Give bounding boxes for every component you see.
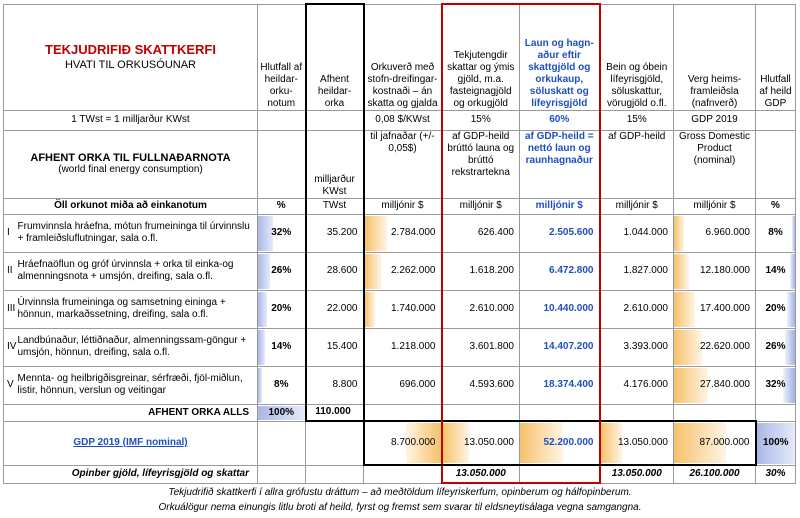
row-bein: 1.827.000 bbox=[600, 252, 674, 290]
row-orkuverd: 1.218.000 bbox=[364, 328, 442, 366]
units-twst: TWst bbox=[306, 198, 364, 214]
ratio-laun: 60% bbox=[520, 110, 600, 130]
row-verg: 27.840.000 bbox=[674, 366, 756, 404]
units-pct: % bbox=[258, 198, 306, 214]
row-twst: 28.600 bbox=[306, 252, 364, 290]
opinber-label: Opinber gjöld, lífeyrisgjöld og skattar bbox=[4, 465, 258, 483]
row-laun: 10.440.000 bbox=[520, 290, 600, 328]
opinber-bein: 13.050.000 bbox=[600, 465, 674, 483]
gdp-bein: 13.050.000 bbox=[600, 421, 674, 465]
row-gdp-pct: 26% bbox=[756, 328, 796, 366]
row-number: IV bbox=[4, 328, 16, 366]
header-laun: Laun og hagn-aður eftir skattgjöld og orkukaup, söluskatt og lífeyrisgjöld bbox=[520, 4, 600, 110]
orkuverd-note: til jafnaðar (+/- 0,05$) bbox=[364, 130, 442, 198]
units-laun: milljónir $ bbox=[520, 198, 600, 214]
row-description: Frumvinnsla hráefna, mótun frumeininga til úrvinnslu + framleiðsluflutningar, sala o.fl. bbox=[16, 214, 258, 252]
row-verg: 12.180.000 bbox=[674, 252, 756, 290]
footnote-2: Orkuálögur nema einungis litlu broti af heild, fyrst og fremst sem svarar til eldsneytisálaga vegna samgangna. bbox=[158, 502, 642, 513]
table-row bbox=[4, 252, 796, 290]
opinber-tekjutengdir: 13.050.000 bbox=[442, 465, 520, 483]
units-bein: milljónir $ bbox=[600, 198, 674, 214]
gdp-verg: 87.000.000 bbox=[674, 421, 756, 465]
row-bein: 3.393.000 bbox=[600, 328, 674, 366]
bein-note: af GDP-heild bbox=[600, 130, 674, 198]
row-laun: 2.505.600 bbox=[520, 214, 600, 252]
row-number: I bbox=[4, 214, 16, 252]
row-orkuverd: 1.740.000 bbox=[364, 290, 442, 328]
afhent-unit: milljarður KWst bbox=[306, 130, 364, 198]
row-laun: 18.374.400 bbox=[520, 366, 600, 404]
units-pct2: % bbox=[756, 198, 796, 214]
row-twst: 8.800 bbox=[306, 366, 364, 404]
row-twst: 22.000 bbox=[306, 290, 364, 328]
row-description: Hráefnaöflun og gróf úrvinnsla + orka til einka-og almenningsnota + umsjón, dreifing, sala o.fl. bbox=[16, 252, 258, 290]
row-tekjutengdir: 3.601.800 bbox=[442, 328, 520, 366]
row-number: V bbox=[4, 366, 16, 404]
gdp-pct: 100% bbox=[756, 421, 796, 465]
row-tekjutengdir: 2.610.000 bbox=[442, 290, 520, 328]
title-cell bbox=[4, 4, 258, 110]
total-label: AFHENT ORKA ALLS bbox=[4, 404, 258, 421]
row-verg: 6.960.000 bbox=[674, 214, 756, 252]
section-title: AFHENT ORKA TIL FULLNAÐARNOTA bbox=[30, 152, 231, 164]
header-hlutfall-gdp: Hlutfall af heild GDP bbox=[756, 4, 796, 110]
header-afhent: Afhent heildar-orka bbox=[306, 4, 364, 110]
row-orkuverd: 2.784.000 bbox=[364, 214, 442, 252]
row-description: Úrvinnsla frumeininga og samsetning eininga + hönnun, markaðssetning, dreifing, sala o.fl. bbox=[16, 290, 258, 328]
header-bein: Bein og óbein lífeyrisgjöld, söluskattur, vörugjöld o.fl. bbox=[600, 4, 674, 110]
row-bein: 4.176.000 bbox=[600, 366, 674, 404]
units-label: Öll orkunot miða að einkanotum bbox=[4, 198, 258, 214]
table-row bbox=[4, 214, 796, 252]
row-gdp-pct: 20% bbox=[756, 290, 796, 328]
table-row bbox=[4, 290, 796, 328]
verg-note: Gross Domestic Product (nominal) bbox=[674, 130, 756, 198]
row-bein: 2.610.000 bbox=[600, 290, 674, 328]
row-description: Mennta- og heilbrigðisgreinar, sérfræði, fjöl-miðlun, listir, hönnun, verslun og veitingar bbox=[16, 366, 258, 404]
gdp-orkuverd: 8.700.000 bbox=[364, 421, 442, 465]
row-gdp-pct: 8% bbox=[756, 214, 796, 252]
section-title-cell bbox=[4, 130, 258, 198]
ratio-verg: GDP 2019 bbox=[674, 110, 756, 130]
row-pct: 26% bbox=[258, 252, 306, 290]
total-twst: 110.000 bbox=[306, 404, 364, 421]
ratio-label: 1 TWst = 1 milljarður KWst bbox=[4, 110, 258, 130]
laun-note: af GDP-heild = nettó laun og raunhagnaður bbox=[520, 130, 600, 198]
row-twst: 35.200 bbox=[306, 214, 364, 252]
row-pct: 32% bbox=[258, 214, 306, 252]
header-orkuverd: Orkuverð með stofn-dreifingar-kostnaði – án skatta og gjalda bbox=[364, 4, 442, 110]
page-title: TEKJUDRIFIÐ SKATTKERFI bbox=[45, 42, 216, 57]
row-orkuverd: 2.262.000 bbox=[364, 252, 442, 290]
row-number: III bbox=[4, 290, 16, 328]
row-number: II bbox=[4, 252, 16, 290]
row-gdp-pct: 32% bbox=[756, 366, 796, 404]
row-tekjutengdir: 626.400 bbox=[442, 214, 520, 252]
ratio-tekjutengdir: 15% bbox=[442, 110, 520, 130]
row-orkuverd: 696.000 bbox=[364, 366, 442, 404]
header-verg: Verg heims-framleiðsla (nafnverð) bbox=[674, 4, 756, 110]
row-bein: 1.044.000 bbox=[600, 214, 674, 252]
opinber-pct: 30% bbox=[756, 465, 796, 483]
row-laun: 6.472.800 bbox=[520, 252, 600, 290]
page-subtitle: HVATI TIL ORKUSÓUNAR bbox=[64, 59, 196, 71]
gdp-tekjutengdir: 13.050.000 bbox=[442, 421, 520, 465]
row-pct: 20% bbox=[258, 290, 306, 328]
section-subtitle: (world final energy consumption) bbox=[58, 164, 203, 175]
header-hlutfall: Hlutfall af heildar-orku-notum bbox=[258, 4, 306, 110]
row-verg: 17.400.000 bbox=[674, 290, 756, 328]
row-description: Landbúnaður, léttiðnaður, almenningssam-göngur + umsjón, hönnun, dreifing, sala o.fl. bbox=[16, 328, 258, 366]
row-pct: 8% bbox=[258, 366, 306, 404]
row-twst: 15.400 bbox=[306, 328, 364, 366]
total-pct: 100% bbox=[258, 404, 306, 421]
row-gdp-pct: 14% bbox=[756, 252, 796, 290]
row-tekjutengdir: 1.618.200 bbox=[442, 252, 520, 290]
units-verg: milljónir $ bbox=[674, 198, 756, 214]
row-tekjutengdir: 4.593.600 bbox=[442, 366, 520, 404]
ratio-bein: 15% bbox=[600, 110, 674, 130]
row-verg: 22.620.000 bbox=[674, 328, 756, 366]
opinber-verg: 26.100.000 bbox=[674, 465, 756, 483]
tekjutengdir-note: af GDP-heild brúttó launa og brúttó rekstrartekna bbox=[442, 130, 520, 198]
units-tekjutengdir: milljónir $ bbox=[442, 198, 520, 214]
row-pct: 14% bbox=[258, 328, 306, 366]
gdp-link[interactable]: GDP 2019 (IMF nominal) bbox=[4, 421, 258, 465]
footnote-1: Tekjudrifið skattkerfi í allra grófustu dráttum – að meðtöldum lífeyriskerfum, opinberum og hálfopinberum. bbox=[168, 487, 632, 498]
table-row bbox=[4, 366, 796, 404]
row-laun: 14.407.200 bbox=[520, 328, 600, 366]
table-row bbox=[4, 328, 796, 366]
header-tekjutengdir: Tekjutengdir skattar og ýmis gjöld, m.a. fasteignagjöld og orkugjöld bbox=[442, 4, 520, 110]
gdp-laun: 52.200.000 bbox=[520, 421, 600, 465]
energy-tax-table bbox=[3, 3, 796, 484]
ratio-orkuverd: 0,08 $/KWst bbox=[364, 110, 442, 130]
units-orkuverd: milljónir $ bbox=[364, 198, 442, 214]
